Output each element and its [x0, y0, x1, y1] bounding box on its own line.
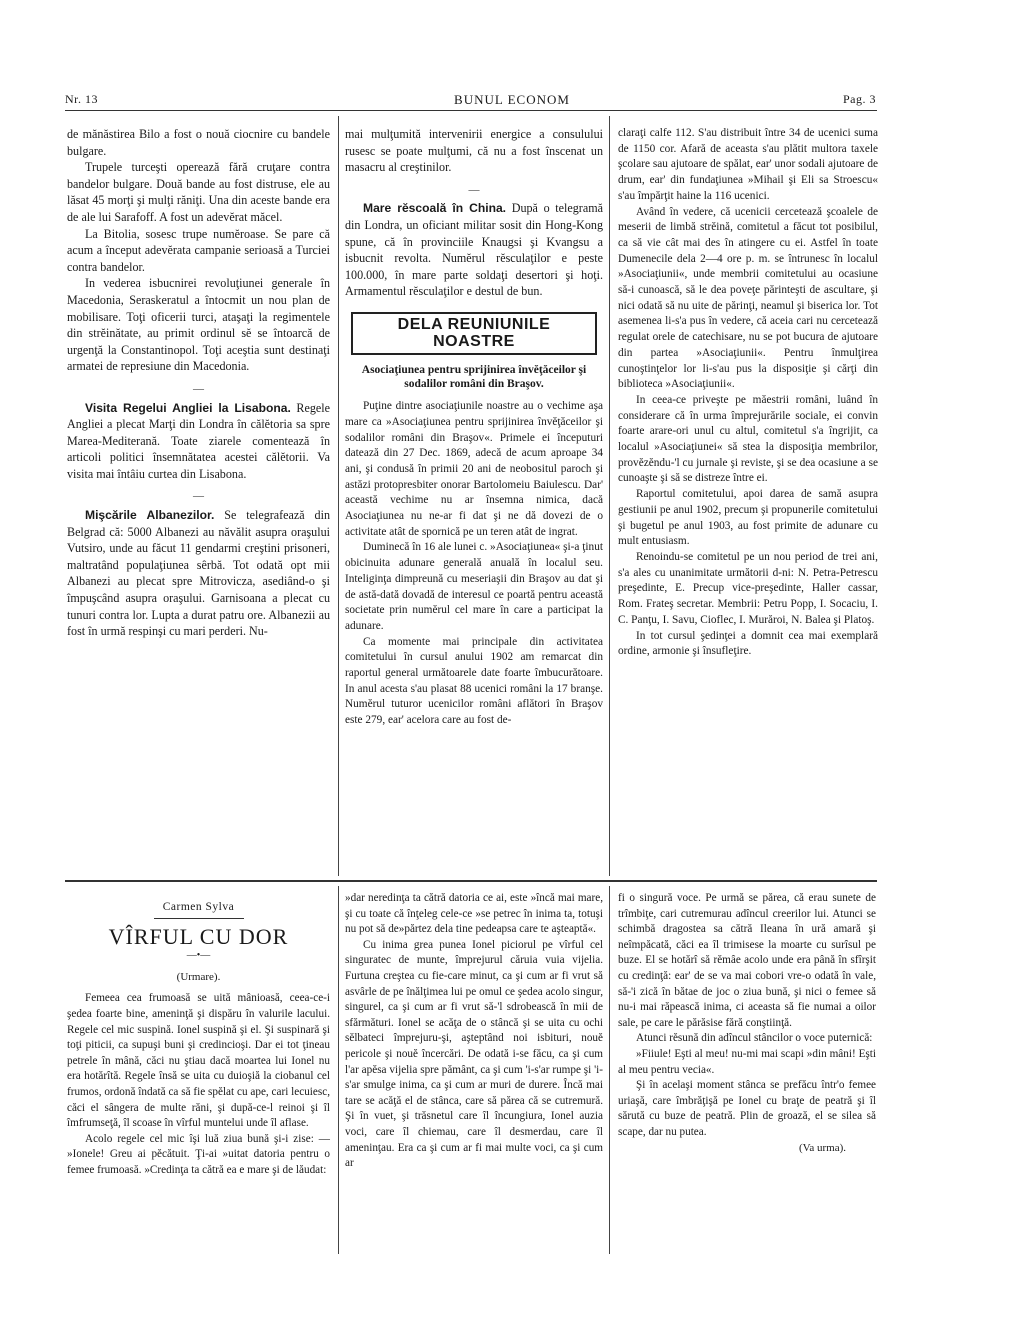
column-divider	[338, 116, 339, 876]
paragraph: In vederea isbucnirei revoluţiunei generale în Macedonia, Seraskeratul a întocmit un nou plan de mobilisare. Toţi oficerii turci, ataşaţi la regimentele din strĕinătate, au primit ordinul sĕ se întoarcă de urgenţă la Constantinopol. Toţi aceştia sunt destinaţi armatei de represiune din Macedonia.	[67, 276, 330, 374]
paragraph: »Fiiule! Eşti al meu! nu-mi mai scapi »din mâni! Eşti al meu pentru vecia«.	[618, 1047, 876, 1076]
section-heading: DELA REUNIUNILE NOASTRE	[351, 312, 597, 355]
paragraph: Trupele turceşti operează fără cruţare contra bandelor bulgare. Două bande au fost distruse, ele au lăsat 45 morţi şi mulţi răniţi. Una din aceste bande era de ale lui Sarafoff. A fost un adevĕrat măcel.	[67, 160, 330, 224]
paragraph: claraţi calfe 112. S'au distribuit între 34 de ucenici suma de 1150 cor. Afară de aceasta s'au plătit multora taxele şcolare sau ajutoare de spălat, ear' unor sodali ajutoare de drum, ear' din fundaţiunea »Mihail şi Eli sa Stroescu« s'au împărţit haine la 116 ucenici.	[618, 127, 878, 202]
column-divider	[338, 886, 339, 1254]
continuation-note: (Urmare).	[176, 970, 221, 983]
paragraph: fi o singură voce. Pe urmă se părea, că erau sunete de trîmbiţe, cari cutremurau adîncul creerilor lui. Atunci se schimbă dragostea sa cătră Ileana în ură amară şi neîmpăcată, căci ea îl trimisese la moarte cu surîsul pe buze. El se hotărî să rĕmâe acolo unde era până în sfîrşit cu credinţă: ear' de se va mai cobori vre-o odată în vale, să-'i zică în bătae de joc o ziua bună, şi nici o femee să nu-i mai răpească inima, ci aceasta să fie numai a oilor sale, pe care le părăsise fără conştiinţă.	[618, 892, 876, 1029]
title-ornament: —•—	[186, 950, 211, 962]
paragraph: Raportul comitetului, apoi darea de samă asupra gestiunii pe anul 1902, precum şi propunerile comitetului şi bugetul pe anul 1903, au fost primite de adunare cu mult entusiasm.	[618, 488, 878, 548]
column-divider	[609, 116, 610, 876]
paragraph: Femeea cea frumoasă se uită mânioasă, ceea-ce-i şedea foarte bine, ameninţă şi dispăru în valurile lacului. Regele cel mic suspină. Ionel suspină şi el. Şi suspinară şi toţi piticii, ca supuşi buni şi credincioşi. Dar ei tot ţineau petrele în mână, căci nu ştiau dacă moartea lui Ionel nu era hotărîtă. Regele însă se uita cu duioşiă la ciobanul cel frumos, ordonă îndată ca să fie spĕlat cu ape, cari lecuiesc, căci el sângera de multe răni, şi după-ce-l reinoi şi îl îmfrumseţă, îl scoase în vîrful muntelui unde îl aflase.	[67, 992, 330, 1130]
paragraph: In ceea-ce priveşte pe măestrii români, luând în considerare că în urma împrejurările sociale, ei convin foarte arare-ori unul cu altul, comitetul s'a îngrijit, ca localul »Asociaţiunei« să stea la disposiţia membrilor, provĕzĕndu-'l cu jurnale şi reviste, şi se dea ocasiune a se cunoaşte şi să se distreze între ei.	[618, 393, 878, 485]
separator-dash: —	[193, 490, 204, 503]
paragraph: Acolo regele cel mic îşi luă ziua bună şi-i zise: — »Ionele! Greu ai pĕcătuit. Ţi-ai »uitat datoria pentru o femee frumoasă. »Credinţa ta cătră ea e mare şi de lăudat:	[67, 1132, 330, 1176]
paragraph: Şi în acelaşi moment stânca se prefăcu într'o femee uriaşă, care îmbrăţişă pe Ionel cu braţe de peatră şi îl sărută cu buze de peatră. Plin de groază, el se silea să scape, dar nu putea.	[618, 1079, 876, 1138]
news-column-2	[345, 126, 603, 729]
article-subheading: Asociaţiunea pentru sprijinirea învĕţăceilor şi sodalilor români din Braşov.	[361, 364, 587, 391]
story-column-2	[345, 891, 603, 1172]
to-be-continued: (Va urma).	[798, 1141, 846, 1154]
paragraph: Atunci rĕsună din adîncul stâncilor o voce puternică:	[636, 1032, 873, 1045]
news-headline: Mare rĕscoală în China.	[363, 201, 507, 216]
author-underline	[154, 918, 244, 919]
news-item-visita	[67, 400, 330, 483]
feuilleton-rule	[65, 880, 877, 882]
story-column-3	[618, 891, 876, 1156]
news-headline: Mişcările Albanezilor.	[85, 508, 215, 523]
page-number: Pag. 3	[843, 92, 876, 106]
news-body: După o telegramă din Londra, un oficiant militar sosit din Hong-Kong spune, că în provinciile Knaugsi şi Kvangsu a isbucnit revolta. Numĕrul rĕsculaţilor e peste 100.000, în mare parte soldaţi desertori şi hoţi. Armamentul rĕsculaţilor e destul de bun.	[345, 201, 603, 299]
news-body: Regele Angliei a plecat Marţi din Londra în călĕtoria sa spre Marea-Mediterană. Toate ziarele comentează în articoli politici însemnătatea acestei călĕtorii. Va visita mai întâiu curtea din Lisabona.	[67, 400, 330, 481]
news-column-3	[618, 126, 878, 660]
paragraph: de mănăstirea Bilo a fost o nouă ciocnire cu bandele bulgare.	[67, 127, 330, 158]
story-author: Carmen Sylva	[162, 901, 235, 913]
news-headline: Visita Regelui Angliei la Lisabona.	[85, 400, 291, 415]
paragraph: In tot cursul şedinţei a domnit cea mai exemplară ordine, armonie şi însufleţire.	[618, 629, 878, 658]
header-rule	[65, 110, 877, 111]
column-divider	[609, 886, 610, 1254]
paragraph: mai mulţumită intervenirii energice a consulului rusesc se poate mulţumi, că nu a fost înscenat un masacru al creştinilor.	[345, 127, 603, 175]
story-column-1	[67, 896, 330, 1179]
paragraph: Cu inima grea punea Ionel piciorul pe vîrful cel singuratec de munte, împrejurul căruia vuia vijelia. Furtuna creştea cu fie-care minut, ca şi cum ar fi vrut să asvârle de pe înălţimea lui pe omul ce şedea acolo singur, singurel, ca şi cum ar fi vrut să-'l sdrobească în mii de sfărmături. Ionel se acăţa de o stâncă şi se uita cu ochi sĕlbateci împrejuru-şi, aşteptând noi isbituri, nouĕ pericole şi nouĕ încercări. De odată i-se făcu, ca şi cum l'ar apĕsa vijelia spre pământ, ca şi cum 'i-s'ar rumpe şi 'i-s'ar smulge inima, ca şi cum ar muri de durere. Încă mai tare se acăţă el de stânca, care să părea că se cutremură. Şi în vuet, şi trăsnetul care îl încungiura, Ionel auzia voci, care îl chiemau, care îl desmerdau, care îl ameninţau. Era ca şi cum ar fi mai multe voci, ca şi cum ar	[345, 938, 603, 1170]
paragraph: La Bitolia, sosesc trupe numĕroase. Se pare că acum a început adevĕrata campanie serioasă a Turciei contra bandelor.	[67, 226, 330, 274]
paragraph: »dar neredinţa ta cătră datoria ce ai, este »încă mai mare, şi cu toate că înţeleg cele-ce »se petrec în inima ta, totuşi nu pot să de»părtez dela tine pedeapsa care te aşteaptă«.	[345, 892, 603, 936]
newspaper-title: BUNUL ECONOM	[454, 92, 570, 107]
news-item-albanezi	[67, 507, 330, 640]
news-item-china	[345, 200, 603, 300]
news-body: Se telegrafează din Belgrad că: 5000 Albanezi au năvălit asupra oraşului Vutsiro, unde au făcut 11 gendarmi creştini prisoneri, maltratând populaţiunea sêrbă. Tot odată opt mii Albanezi au plecat spre Mitrovicza, asediând-o şi împuşcând asupra oraşului. Garnisoana a plecat cu tunuri contra lor. Lupta a durat patru ore. Albanezii au fost în urmă respinşi cu mari perderi. Nu-	[67, 508, 330, 639]
story-title: VÎRFUL CU DOR	[108, 923, 289, 949]
paragraph: Puţine dintre asociaţiunile noastre au o vechime aşa mare ca »Asociaţiunea pentru sprijinirea învĕţăceilor şi sodalilor români din Braşov«. Primele ei începuturi datează din 27 Dec. 1869, adecă de acum aproape 34 ani, şi condusă în primii 20 ani de neobositul paroch şi astăzi protopresbiter onorar Bartolomeiu Baiulescu. Dar' această vechime nu ar însemna nimica, dacă Asociaţiunea nu ne-ar fi dat şi ne dă dovezi de o activitate atât de spornică pe un teren atât de ingrat.	[345, 400, 603, 538]
separator-dash: —	[468, 183, 480, 196]
paragraph: Renoindu-se comitetul pe un nou period de trei ani, s'a ales cu unanimitate următorii d-ni: N. Petra-Petrescu preşedinte, E. Precup vice-preşedinte, Haller cassar, Rom. Frateş secretar. Membrii: Petru Popp, I. Socaciu, I. C. Panţu, I. Savu, Cioflec, I. Murăroi, N. Balea şi Platoş.	[618, 550, 878, 626]
separator-dash: —	[193, 382, 204, 395]
paragraph: Duminecă în 16 ale lunei c. »Asociaţiunea« şi-a ţinut obicinuita adunare generală anuală în localul seu. Inteliginţa dimpreună cu meseriaşii din Braşov au dat şi de astă-dată dovadă de interesul ce poartă pentru această societate prin numĕrul cel mare în care a participat la adunare.	[345, 541, 603, 632]
issue-number: Nr. 13	[65, 92, 98, 106]
paragraph: Ca momente mai principale din activitatea comitetului în cursul anului 1902 am remarcat din raportul general următoarele date foarte îmbucurătoare. In anul acesta s'au plasat 88 ucenici români la 17 branşe. Numĕrul tuturor ucenicilor români aflători în Braşov este 279, ear' acelora care au fost de-	[345, 635, 603, 727]
paragraph: Având în vedere, că ucenicii cercetează şcoalele de meserii de limbă strĕină, comitetul a făcut tot posibilul, ca să vie cât mai des în atingere cu ei. Astfel în toate Dumenecile dela 2—4 ore p. m. se întrunesc în localul »Asociaţiunii«, unde membrii comitetului au ocasiune să-i cunoască, să le dea poveţe părinteşti de ascultare, şi nici odată să nu uite de părinţi, neamul şi biserica lor. Tot asemenea li-s'a pus în vedere, că aceia cari nu cercetează regulat orele de catechisare, nu se pot bucura de ajutoare din partea »Asociaţiunii«. Pentru înmulţirea cunoştinţelor lor li-s'au pus la disposiţie şi cărţi din biblioteca »Asociaţiunii«.	[618, 205, 878, 391]
news-column-1	[67, 126, 330, 640]
